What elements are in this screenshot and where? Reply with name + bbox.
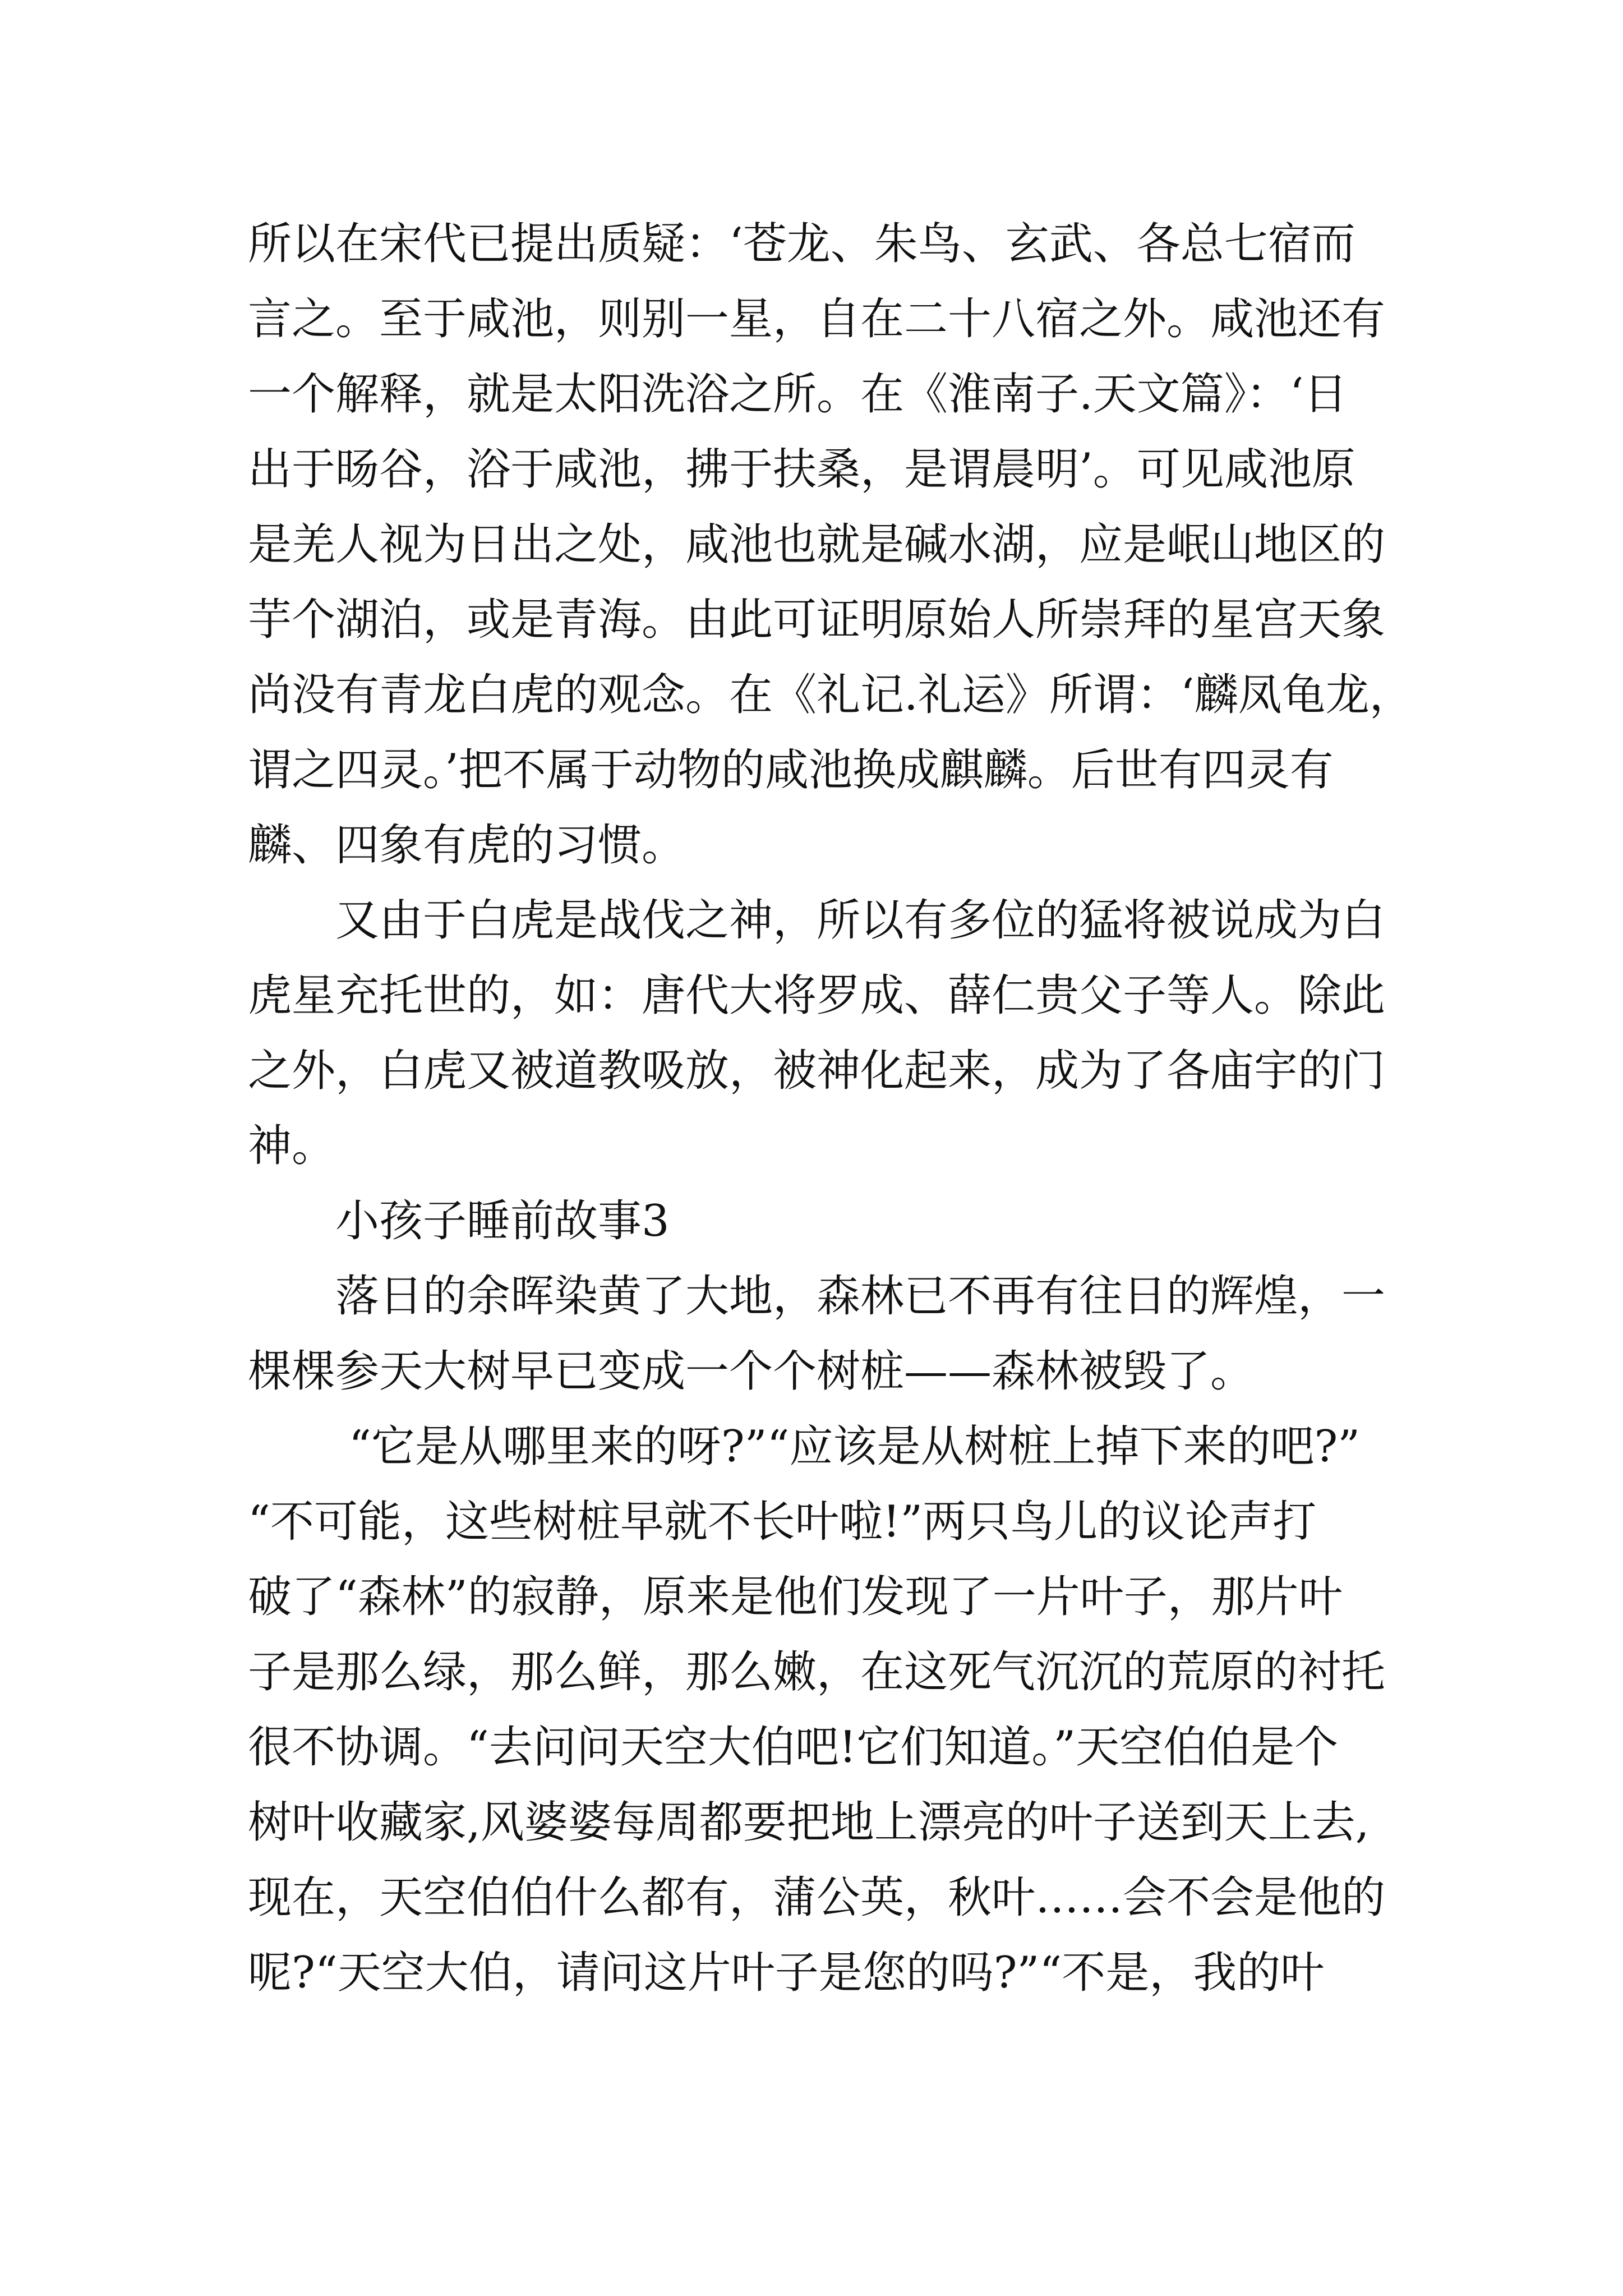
text-line: 现在，天空伯伯什么都有，蒲公英，秋叶……会不会是他的 (248, 1872, 1386, 1923)
document-page (248, 206, 1413, 2010)
paragraph-2 (248, 883, 1386, 1184)
text-line: “它是从哪里来的呀?”“应该是从树桩上掉下来的吧?” (349, 1421, 1361, 1472)
text-line: 出于旸谷，浴于咸池，拂于扶桑，是谓晨明’。可见咸池原 (248, 444, 1355, 495)
text-line: 一个解释，就是太阳洗浴之所。在《淮南子.天文篇》：‘日 (248, 369, 1348, 420)
text-line: “不可能，这些树桩早就不长叶啦!”两只鸟儿的议论声打 (248, 1497, 1317, 1547)
text-line: 虎星充托世的，如：唐代大将罗成、薛仁贵父子等人。除此 (248, 970, 1386, 1021)
paragraph-1 (248, 206, 1413, 883)
paragraph-4 (248, 1409, 1386, 2010)
paragraph-3 (248, 1259, 1386, 1409)
text-line: 破了“森林”的寂静，原来是他们发现了一片叶子，那片叶 (248, 1572, 1343, 1622)
text-line: 麟、四象有虎的习惯。 (248, 820, 686, 871)
text-line: 落日的余晖染黄了大地，森林已不再有往日的辉煌，一 (335, 1271, 1386, 1322)
text-line: 又由于白虎是战伐之神，所以有多位的猛将被说成为白 (335, 895, 1386, 946)
story-title (248, 1184, 1375, 1259)
text-line: 谓之四灵。’把不属于动物的咸池换成麒麟。后世有四灵有 (248, 745, 1334, 795)
text-line: 神。 (248, 1121, 336, 1171)
text-line: 之外，白虎又被道教吸放，被神化起来，成为了各庙宇的门 (248, 1046, 1386, 1096)
text-line: 芋个湖泊，或是青海。由此可证明原始人所崇拜的星宫天象 (248, 595, 1386, 645)
text-line: 很不协调。“去问问天空大伯吧!它们知道。”天空伯伯是个 (248, 1722, 1339, 1773)
section-heading: 小孩子睡前故事3 (335, 1196, 670, 1246)
text-line: 子是那么绿，那么鲜，那么嫩，在这死气沉沉的荒原的衬托 (248, 1647, 1386, 1697)
text-line: 棵棵参天大树早已变成一个个树桩——森林被毁了。 (248, 1346, 1255, 1397)
text-line: 言之。至于咸池，则别一星，自在二十八宿之外。咸池还有 (248, 294, 1386, 344)
text-line: 树叶收藏家,风婆婆每周都要把地上漂亮的叶子送到天上去, (248, 1797, 1370, 1848)
text-line: 尚没有青龙白虎的观念。在《礼记.礼运》所谓：‘麟凤龟龙， (248, 670, 1413, 720)
text-line: 呢?“天空大伯，请问这片叶子是您的吗?”“不是，我的叶 (248, 1948, 1325, 1998)
text-line: 是羌人视为日出之处，咸池也就是碱水湖，应是岷山地区的 (248, 519, 1386, 570)
text-line: 所以在宋代已提出质疑：‘苍龙、朱鸟、玄武、各总七宿而 (248, 219, 1355, 269)
